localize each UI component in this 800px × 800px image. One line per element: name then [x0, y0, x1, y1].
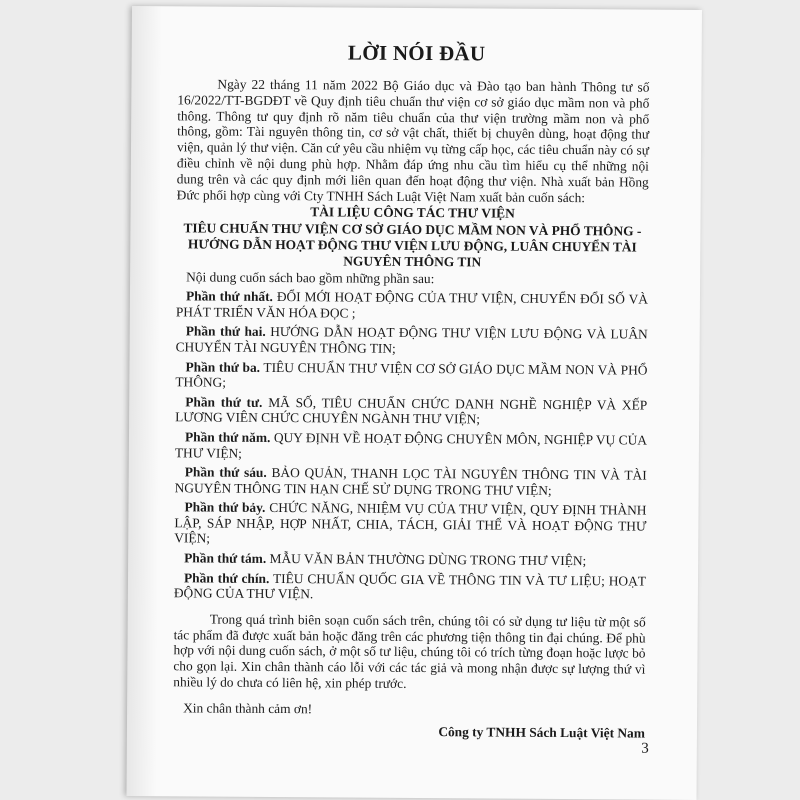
- intro-paragraph: Ngày 22 tháng 11 năm 2022 Bộ Giáo dục và Đào tạo ban hành Thông tư số 16/2022/TT-BGDĐT về Quy định tiêu chuẩn thư viện cơ sở giáo dục mầm non và phổ thông. Thông tư quy định rõ năm tiêu chuẩn của thư viện trường mầm non và phổ thông, gồm: Tài nguyên thông tin, cơ sở vật chất, thiết bị chuyên dùng, hoạt động thư viện, quản lý thư viện. Căn cứ yêu cầu nhiệm vụ từng cấp học, các tiêu chuẩn này có sự điều chỉnh về nội dung phù hợp. Nhằm đáp ứng nhu cầu tìm hiểu cụ thể những nội dung trên và các quy định mới liên quan đến hoạt động thư viện. Nhà xuất bản Hồng Đức phối hợp cùng với Cty TNHH Sách Luật Việt Nam xuất bản cuốn sách:: [176, 76, 650, 205]
- part-text: BẢO QUẢN, THANH LỌC TÀI NGUYÊN THÔNG TIN VÀ TÀI NGUYÊN THÔNG TIN HẠN CHẾ SỬ DỤNG TRONG THƯ VIỆN;: [174, 465, 647, 498]
- thanks-line: Xin chân thành cảm ơn!: [183, 700, 313, 717]
- signature: Công ty TNHH Sách Luật Việt Nam: [438, 723, 645, 741]
- list-item: [174, 550, 646, 569]
- part-text: ĐỔI MỚI HOẠT ĐỘNG CỦA THƯ VIỆN, CHUYỂN ĐỔI SỐ VÀ PHÁT TRIỂN VĂN HÓA ĐỌC ;: [175, 289, 649, 321]
- list-item: [175, 429, 647, 463]
- book-title-line2: TIÊU CHUẨN THƯ VIỆN CƠ SỞ GIÁO DỤC MẦM NON VÀ PHỔ THÔNG - HƯỚNG DẪN HOẠT ĐỘNG THƯ VIỆN LƯU ĐỘNG, LUÂN CHUYỂN TÀI NGUYÊN THÔNG TIN: [183, 220, 642, 270]
- part-label: Phần thứ tám.: [184, 550, 267, 567]
- list-item: [176, 288, 648, 322]
- part-text: TIÊU CHUẨN THƯ VIỆN CƠ SỞ GIÁO DỤC MẦM NON VÀ PHỔ THÔNG;: [175, 359, 648, 390]
- page-number: 3: [641, 740, 649, 757]
- list-item: [175, 394, 647, 428]
- part-label: Phần thứ nhất.: [185, 288, 273, 305]
- page-title: LỜI NÓI ĐẦU: [347, 40, 486, 66]
- contents-list: [174, 270, 648, 605]
- part-text: CHỨC NĂNG, NHIỆM VỤ CỦA THƯ VIỆN, QUY ĐỊNH THÀNH LẬP, SÁP NHẬP, HỢP NHẤT, CHIA, TÁCH, GIẢI THỂ VÀ HOẠT ĐỘNG THƯ VIỆN;: [174, 500, 647, 547]
- part-text: MẪU VĂN BẢN THƯỜNG DÙNG TRONG THƯ VIỆN;: [266, 551, 587, 569]
- part-label: Phần thứ hai.: [185, 323, 266, 340]
- list-item: [174, 570, 646, 604]
- part-label: Phần thứ bảy.: [184, 499, 266, 516]
- closing-paragraph: Trong quá trình biên soạn cuốn sách trên, chúng tôi có sử dụng tư liệu từ một số tác phẩm đã được xuất bản hoặc đăng trên các phương tiện thông tin đại chúng. Để phù hợp với nội dung cuốn sách, ở một số tư liệu, chúng tôi có trích từng đoạn hoặc lược bỏ cho gọn lại. Xin chân thành cáo lỗi với các tác giả và mong nhận được sự lượng thứ vì nhiều lý do chưa có liên hệ, xin phép trước.: [173, 611, 646, 691]
- list-item: [175, 359, 647, 393]
- list-item: [174, 500, 646, 550]
- part-text: MÃ SỐ, TIÊU CHUẨN CHỨC DANH NGHỀ NGHIỆP VÀ XẾP LƯƠNG VIÊN CHỨC CHUYÊN NGÀNH THƯ VIỆN;: [175, 394, 648, 427]
- list-item: [176, 324, 648, 358]
- part-label: Phần thứ sáu.: [184, 464, 267, 481]
- list-item: [175, 464, 647, 498]
- part-text: HƯỚNG DẪN HOẠT ĐỘNG THƯ VIỆN LƯU ĐỘNG VÀ LUÂN CHUYỂN TÀI NGUYÊN THÔNG TIN;: [175, 324, 648, 356]
- book-page: [126, 6, 702, 800]
- page-body: [173, 76, 650, 741]
- contents-intro: Nội dung cuốn sách bao gồm những phần sau:: [186, 269, 435, 287]
- part-label: Phần thứ tư.: [185, 394, 263, 410]
- page-binding-shadow: [126, 6, 162, 796]
- book-title-line1: TÀI LIỆU CÔNG TÁC THƯ VIỆN: [310, 204, 515, 222]
- part-label: Phần thứ ba.: [185, 358, 261, 375]
- part-label: Phần thứ chín.: [183, 570, 270, 586]
- part-text: QUY ĐỊNH VỀ HOẠT ĐỘNG CHUYÊN MÔN, NGHIỆP VỤ CỦA THƯ VIỆN;: [174, 429, 648, 461]
- part-text: TIÊU CHUẨN QUỐC GIA VỀ THÔNG TIN VÀ TƯ LIỆU; HOẠT ĐỘNG CỦA THƯ VIỆN.: [173, 570, 647, 602]
- part-label: Phần thứ năm.: [184, 429, 271, 445]
